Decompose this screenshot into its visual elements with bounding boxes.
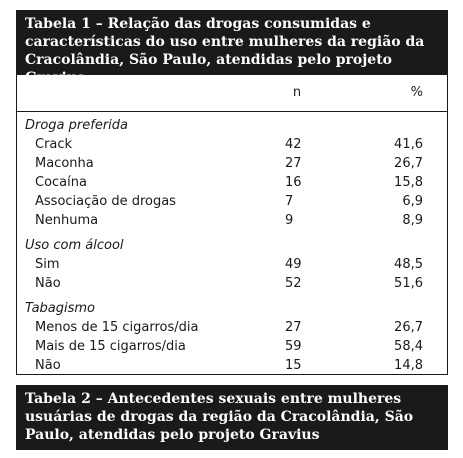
- row-label: Não: [35, 276, 61, 291]
- row-n: 49: [285, 257, 302, 272]
- row-n: 27: [285, 156, 302, 171]
- table-row: [17, 175, 447, 193]
- row-percent: 58,4: [394, 339, 423, 354]
- row-n: 59: [285, 339, 302, 354]
- row-label: Menos de 15 cigarros/dia: [35, 320, 199, 335]
- row-n: 7: [285, 194, 294, 209]
- row-label: Crack: [35, 137, 73, 152]
- row-percent: 6,9: [402, 194, 423, 209]
- table-1: [16, 10, 448, 375]
- row-label: Associação de drogas: [35, 194, 176, 209]
- table-1-caption: Tabela 1 – Relação das drogas consumidas e características do uso entre mulheres da região da Cracolândia, São Paulo, atendidas pelo projeto Gravius: [17, 11, 447, 75]
- row-n: 16: [285, 175, 302, 190]
- row-label: Cocaína: [35, 175, 87, 190]
- column-header-n: n: [292, 85, 302, 100]
- group-label-uso-com-alcool: Uso com álcool: [25, 238, 124, 253]
- table-2-caption: Tabela 2 – Antecedentes sexuais entre mulheres usuárias de drogas da região da Cracolândia, São Paulo, atendidas pelo projeto Gravius: [17, 386, 447, 450]
- table-row: [17, 339, 447, 357]
- row-n: 52: [285, 276, 302, 291]
- row-percent: 48,5: [394, 257, 423, 272]
- row-percent: 26,7: [394, 156, 423, 171]
- table-row: [17, 276, 447, 294]
- row-label: Mais de 15 cigarros/dia: [35, 339, 186, 354]
- row-n: 42: [285, 137, 302, 152]
- row-label: Maconha: [35, 156, 94, 171]
- group-label-droga-preferida: Droga preferida: [25, 118, 129, 133]
- row-label: Nenhuma: [35, 213, 99, 228]
- table-row: [17, 320, 447, 338]
- row-percent: 14,8: [394, 358, 423, 373]
- table-row: [17, 358, 447, 376]
- row-n: 27: [285, 320, 302, 335]
- row-percent: 26,7: [394, 320, 423, 335]
- row-n: 9: [285, 213, 294, 228]
- table-row: [17, 257, 447, 275]
- table-row: [17, 137, 447, 155]
- row-percent: 41,6: [394, 137, 423, 152]
- row-percent: 15,8: [394, 175, 423, 190]
- table-1-header-row: [17, 75, 447, 112]
- table-row: [17, 194, 447, 212]
- group-label-tabagismo: Tabagismo: [25, 301, 96, 316]
- row-label: Sim: [35, 257, 60, 272]
- table-row: [17, 156, 447, 174]
- table-2: [16, 385, 448, 450]
- row-label: Não: [35, 358, 61, 373]
- row-percent: 8,9: [402, 213, 423, 228]
- row-percent: 51,6: [394, 276, 423, 291]
- table-row: [17, 213, 447, 231]
- column-header-percent: %: [410, 85, 423, 100]
- row-n: 15: [285, 358, 302, 373]
